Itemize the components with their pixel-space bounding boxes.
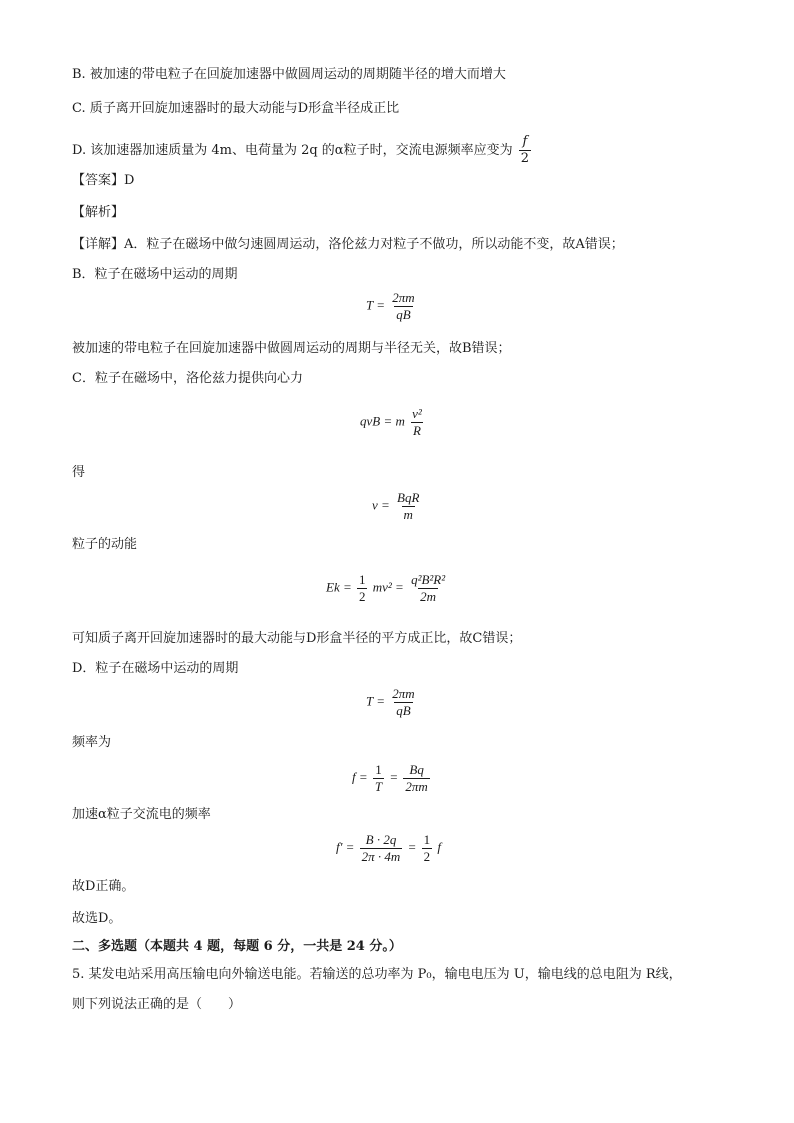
fraction-numerator: f <box>522 134 528 149</box>
question-5-line-2: 则下列说法正确的是（ ） <box>72 997 242 1012</box>
eq-half <box>357 572 368 605</box>
eq-mid: mv² = <box>372 579 404 595</box>
eq-fraction-1 <box>373 762 384 795</box>
eq-den: 2m <box>420 589 437 604</box>
detail-d-intro: D．粒子在磁场中运动的周期 <box>72 661 239 676</box>
eq-den: qB <box>396 703 411 718</box>
eq-lhs: f = <box>352 769 368 785</box>
eq-lhs: qvB = m <box>360 413 405 429</box>
detail-b-intro: B．粒子在磁场中运动的周期 <box>72 267 238 282</box>
equation-frequency <box>352 762 432 795</box>
detail-a: 【详解】A．粒子在磁场中做匀速圆周运动，洛伦兹力对粒子不做功，所以动能不变，故A错误； <box>72 237 624 252</box>
equation-kinetic-energy <box>326 572 449 605</box>
eq-fraction <box>410 406 424 439</box>
equation-velocity <box>372 490 423 523</box>
option-d-text: D. 该加速器加速质量为 4m、电荷量为 2q 的α粒子时，交流电源频率应变为 <box>72 143 513 158</box>
analysis-label: 【解析】 <box>72 205 125 220</box>
eq-den-1: T <box>374 779 383 794</box>
eq-equals: = <box>407 839 417 855</box>
eq-fraction <box>390 290 416 323</box>
answer: 【答案】D <box>72 173 135 188</box>
question-5-line-1: 5. 某发电站采用高压输电向外输送电能。若输送的总功率为 P₀，输电电压为 U，输电线的总电阻为 R线， <box>72 967 682 982</box>
eq-fraction <box>390 686 416 719</box>
equation-period-2 <box>366 686 419 719</box>
eq-num: 2πm <box>392 290 415 305</box>
eq-num: 2πm <box>392 686 415 701</box>
eq-lhs: T = <box>366 693 386 709</box>
eq-equals: = <box>389 769 399 785</box>
de-label: 得 <box>72 465 86 480</box>
detail-c-conclusion: 可知质子离开回旋加速器时的最大动能与D形盒半径的平方成正比，故C错误； <box>72 631 522 646</box>
equation-force <box>360 406 426 439</box>
section-heading: 二、多选题（本题共 4 题，每题 6 分，一共是 24 分。） <box>72 939 402 954</box>
eq-num-2: Bq <box>409 762 424 777</box>
frequency-label: 频率为 <box>72 735 112 750</box>
eq-den-1: 2π · 4m <box>361 849 401 864</box>
eq-fraction <box>395 490 421 523</box>
fraction-denominator: 2 <box>520 151 530 166</box>
option-c: C. 质子离开回旋加速器时的最大动能与D形盒半径成正比 <box>72 101 400 116</box>
eq-den: m <box>403 507 413 522</box>
eq-lhs: T = <box>366 297 386 313</box>
option-d-fraction <box>519 134 531 167</box>
eq-den-2: 2 <box>423 849 431 864</box>
eq-fraction-2 <box>403 762 429 795</box>
eq-num: q²B²R² <box>411 572 446 587</box>
eq-lhs: f' = <box>336 839 355 855</box>
eq-num-1: 1 <box>375 762 382 777</box>
equation-period <box>366 290 419 323</box>
eq-fraction <box>409 572 447 605</box>
option-b: B. 被加速的带电粒子在回旋加速器中做圆周运动的周期随半径的增大而增大 <box>72 67 506 82</box>
eq-lhs: v = <box>372 497 390 513</box>
eq-num: v² <box>412 406 422 421</box>
eq-fraction-2 <box>422 832 433 865</box>
choose-answer: 故选D。 <box>72 911 122 926</box>
eq-den: R <box>412 423 421 438</box>
eq-half-num: 1 <box>358 572 366 587</box>
alpha-frequency-label: 加速α粒子交流电的频率 <box>72 807 211 822</box>
option-d <box>72 134 533 167</box>
detail-b-conclusion: 被加速的带电粒子在回旋加速器中做圆周运动的周期与半径无关，故B错误； <box>72 341 511 356</box>
eq-half-den: 2 <box>358 589 366 604</box>
eq-num-2: 1 <box>423 832 431 847</box>
eq-den: qB <box>396 307 411 322</box>
eq-num-1: B · 2q <box>365 832 397 847</box>
kinetic-label: 粒子的动能 <box>72 537 138 552</box>
eq-lhs: Ek = <box>326 579 352 595</box>
eq-tail: f <box>437 839 441 855</box>
eq-den-2: 2πm <box>405 779 428 794</box>
eq-num: BqR <box>397 490 420 505</box>
d-correct: 故D正确。 <box>72 879 135 894</box>
detail-c-intro: C．粒子在磁场中，洛伦兹力提供向心力 <box>72 371 303 386</box>
equation-alpha-frequency <box>336 832 441 865</box>
eq-fraction-1 <box>360 832 403 865</box>
